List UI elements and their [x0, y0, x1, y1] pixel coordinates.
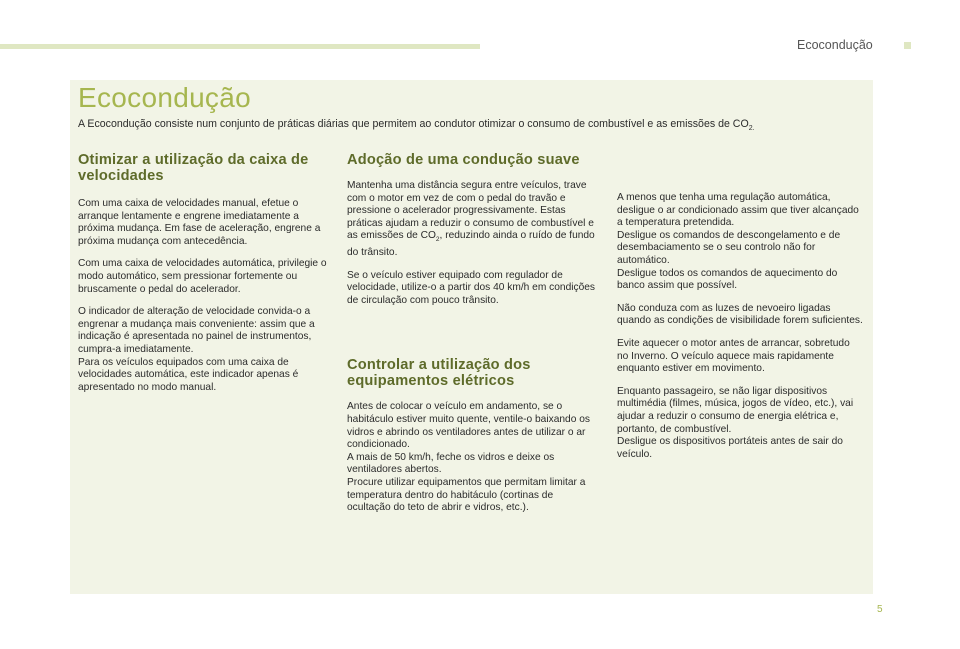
indicator-text: O indicador de alteração de velocidade convida-o a engrenar a mudança mais conveniente: assim que a indicação é apresentada no painel de instrumentos, cumpra-a imediatamente.	[78, 306, 315, 355]
electrical-ventilate: Antes de colocar o veículo em andamento, se o habitáculo estiver muito quente, ventile-o baixando os vidros e abrindo os ventiladores antes de utilizar o ar condicionado.	[347, 401, 590, 451]
air-conditioning-paragraph	[617, 192, 863, 293]
section-title-electrical: Controlar a utilização dos equipamentos elétricos	[347, 357, 531, 390]
smooth-driving-text-end: , reduzindo ainda o ruído de fundo do trânsito.	[347, 230, 595, 258]
column-gearbox	[78, 152, 330, 404]
gearbox-paragraph-manual: Com uma caixa de velocidades manual, efetue o arranque lentamente e engrene imediatamente a próxima mudança. Em fase de aceleração, engrene a próxima mudança com antecedência.	[78, 198, 321, 247]
intro-body: A Ecocondução consiste num conjunto de práticas diárias que permitem ao condutor otimizar o consumo de combustível e as emissões de CO	[78, 118, 749, 130]
smooth-driving-text: Mantenha uma distância segura entre veículos, trave com o motor em vez de com o pedal do travão e pressione o acelerador progressivamente. Estas práticas ajudam a reduzir o consumo de combustível e as emissões de CO	[347, 180, 594, 242]
column-smooth-driving	[347, 152, 599, 525]
electrical-limit: Procure utilizar equipamentos que permitam limitar a temperatura dentro do habitáculo (cortinas de ocultação do teto de abrir e vidros, etc.).	[347, 476, 586, 514]
section-title-gearbox: Otimizar a utilização da caixa de velocidades	[78, 152, 309, 184]
section-title-smooth-driving: Adoção de uma condução suave	[347, 152, 580, 168]
electrical-windows: A mais de 50 km/h, feche os vidros e deixe os ventiladores abertos.	[347, 451, 555, 476]
cruise-control-paragraph: Se o veículo estiver equipado com regulador de velocidade, utilize-o a partir dos 40 km/h em condições de circulação com pouco trânsito.	[347, 269, 596, 306]
smooth-driving-paragraph	[347, 180, 599, 260]
co2-subscript: 2	[435, 236, 440, 244]
top-decor-bar	[0, 44, 480, 49]
gearbox-paragraph-automatic: Com uma caixa de velocidades automática, privilegie o modo automático, sem pressionar fortemente ou bruscamente o pedal do acelerador.	[78, 258, 327, 295]
gearbox-paragraph-indicator	[78, 306, 330, 394]
fog-lights-paragraph: Não conduza com as luzes de nevoeiro ligadas quando as condições de visibilidade forem suficientes.	[617, 302, 863, 327]
portable-devices-text: Desligue os dispositivos portáteis antes de sair do veículo.	[617, 436, 843, 460]
multimedia-paragraph	[617, 386, 863, 462]
intro-subscript: 2.	[748, 125, 755, 133]
defrost-text: Desligue os comandos de descongelamento e de desembaciamento se o seu controlo não for automático.	[617, 229, 841, 266]
indicator-note: Para os veículos equipados com uma caixa de velocidades automática, este indicador apenas é apresentado no modo manual.	[78, 356, 299, 393]
ac-text: A menos que tenha uma regulação automática, desligue o ar condicionado assim que tiver alcançado a temperatura pretendida.	[617, 192, 859, 229]
header-marker	[904, 42, 911, 49]
engine-warmup-paragraph: Evite aquecer o motor antes de arrancar, sobretudo no Inverno. O veículo aquece mais rapidamente enquanto estiver em movimento.	[617, 337, 850, 375]
column-equipment-tips	[617, 192, 863, 471]
multimedia-text: Enquanto passageiro, se não ligar dispositivos multimédia (filmes, música, jogos de vídeo, etc.), vai ajudar a reduzir o consumo de energia elétrica e, portanto, de combustível.	[617, 385, 854, 435]
electrical-paragraph	[347, 401, 599, 514]
running-header: Ecocondução	[797, 38, 873, 52]
intro-text	[78, 118, 868, 132]
page-title: Ecocondução	[78, 82, 251, 113]
page-number: 5	[877, 604, 883, 615]
seat-heating-text: Desligue todos os comandos de aquecimento do banco assim que possível.	[617, 267, 838, 292]
